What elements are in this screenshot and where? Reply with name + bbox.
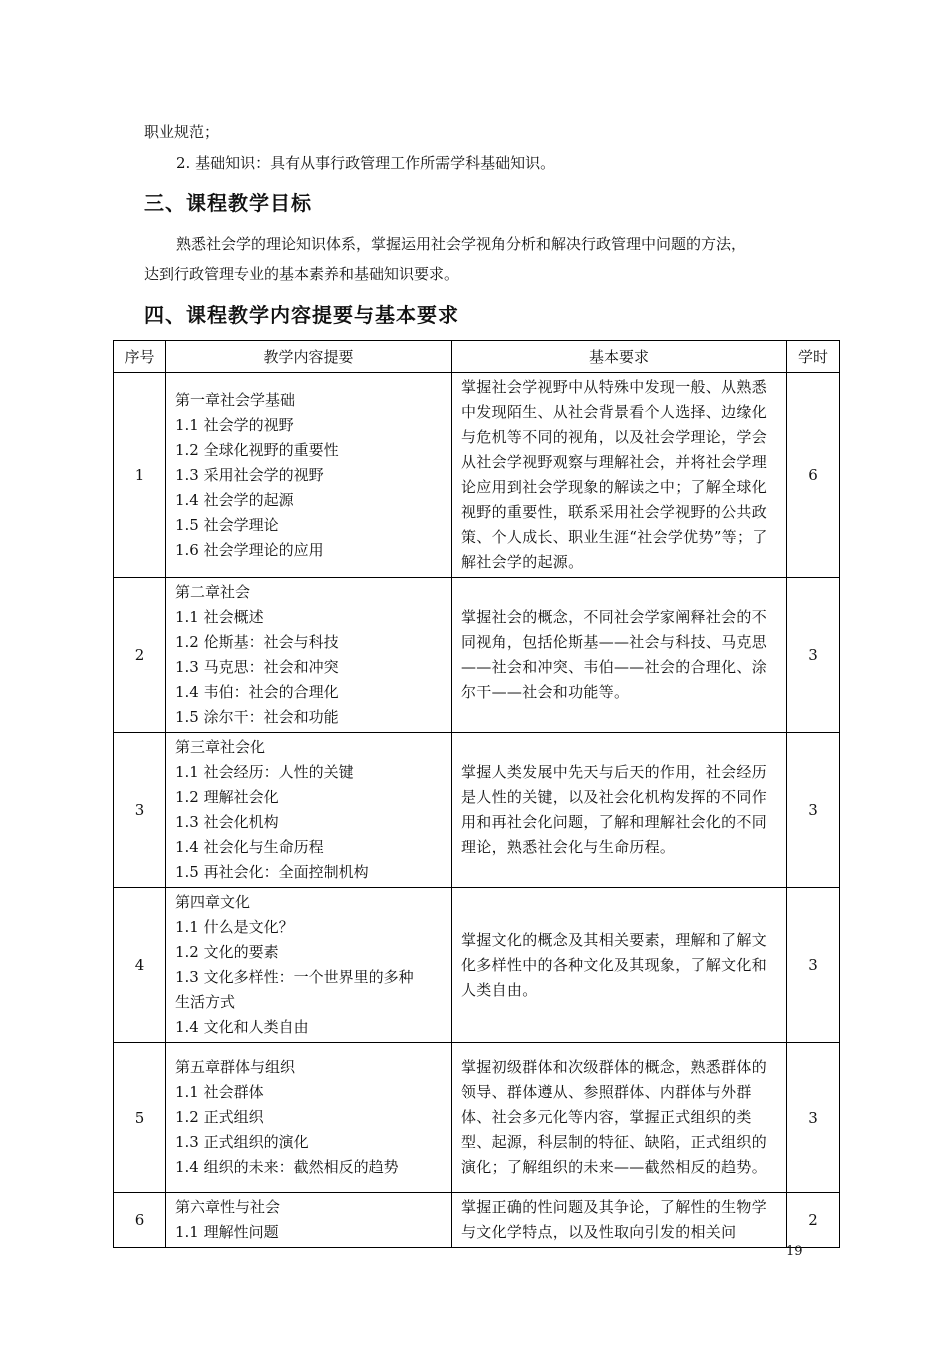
table-row xyxy=(114,888,840,1043)
row-hours: 3 xyxy=(787,1043,840,1193)
content-line: 1.3 文化多样性：一个世界里的多种 xyxy=(175,968,414,986)
row-num: 6 xyxy=(114,1193,166,1248)
content-line: 1.5 再社会化：全面控制机构 xyxy=(175,863,369,881)
table-row xyxy=(114,1193,840,1248)
row-content xyxy=(166,578,452,733)
row-requirement: 掌握初级群体和次级群体的概念，熟悉群体的领导、群体遵从、参照群体、内群体与外群体、社会多元化等内容，掌握正式组织的类型、起源，科层制的特征、缺陷，正式组织的演化；了解组织的未来——截然相反的趋势。 xyxy=(452,1043,787,1193)
content-line: 1.3 正式组织的演化 xyxy=(175,1133,309,1151)
row-hours: 2 xyxy=(787,1193,840,1248)
row-num: 2 xyxy=(114,578,166,733)
content-line: 1.2 伦斯基：社会与科技 xyxy=(175,633,339,651)
table-row xyxy=(114,1043,840,1193)
section-3-para-line-2: 达到行政管理专业的基本素养和基础知识要求。 xyxy=(144,265,460,283)
row-content xyxy=(166,1043,452,1193)
content-line: 第二章社会 xyxy=(175,583,251,601)
content-line: 1.1 社会群体 xyxy=(175,1083,264,1101)
content-line: 1.2 文化的要素 xyxy=(175,943,279,961)
content-line: 1.2 正式组织 xyxy=(175,1108,264,1126)
content-line: 1.1 社会学的视野 xyxy=(175,415,294,434)
content-line: 1.3 社会化机构 xyxy=(175,813,279,831)
row-requirement: 掌握正确的性问题及其争论，了解性的生物学与文化学特点，以及性取向引发的相关问 xyxy=(452,1193,787,1248)
intro-line-2: 2. 基础知识：具有从事行政管理工作所需学科基础知识。 xyxy=(176,154,556,172)
section-3-para-line-1: 熟悉社会学的理论知识体系，掌握运用社会学视角分析和解决行政管理中问题的方法， xyxy=(176,235,747,253)
header-requirement: 基本要求 xyxy=(452,341,787,373)
row-content xyxy=(166,373,452,578)
row-content xyxy=(166,733,452,888)
content-line: 1.3 马克思：社会和冲突 xyxy=(175,658,339,676)
content-line: 第四章文化 xyxy=(175,893,251,911)
content-line: 1.4 韦伯：社会的合理化 xyxy=(175,683,339,701)
content-line: 1.5 社会学理论 xyxy=(175,515,279,534)
row-num: 5 xyxy=(114,1043,166,1193)
row-content xyxy=(166,888,452,1043)
row-num: 3 xyxy=(114,733,166,888)
header-hours: 学时 xyxy=(787,341,840,373)
row-requirement: 掌握社会的概念，不同社会学家阐释社会的不同视角，包括伦斯基——社会与科技、马克思——社会和冲突、韦伯——社会的合理化、涂尔干——社会和功能等。 xyxy=(452,578,787,733)
content-line: 第三章社会化 xyxy=(175,738,266,756)
content-line: 1.5 涂尔干：社会和功能 xyxy=(175,708,339,726)
row-num: 4 xyxy=(114,888,166,1043)
content-line: 1.2 理解社会化 xyxy=(175,788,279,806)
section-4-heading: 四、课程教学内容提要与基本要求 xyxy=(144,303,459,327)
content-line: 1.1 社会经历：人性的关键 xyxy=(175,763,354,781)
row-hours: 3 xyxy=(787,578,840,733)
intro-line-1: 职业规范； xyxy=(144,123,220,141)
row-content xyxy=(166,1193,452,1248)
content-line: 第一章社会学基础 xyxy=(175,390,296,409)
content-line: 生活方式 xyxy=(175,993,236,1011)
content-line: 1.2 全球化视野的重要性 xyxy=(175,440,339,459)
row-requirement: 掌握人类发展中先天与后天的作用，社会经历是人性的关键，以及社会化机构发挥的不同作用和再社会化问题，了解和理解社会化的不同理论，熟悉社会化与生命历程。 xyxy=(452,733,787,888)
table-row xyxy=(114,733,840,888)
content-line: 1.3 采用社会学的视野 xyxy=(175,465,324,484)
table-header-row xyxy=(114,341,840,373)
content-line: 1.6 社会学理论的应用 xyxy=(175,540,324,559)
row-num: 1 xyxy=(114,373,166,578)
content-line: 1.1 社会概述 xyxy=(175,608,264,626)
row-requirement: 掌握社会学视野中从特殊中发现一般、从熟悉中发现陌生、从社会背景看个人选择、边缘化与危机等不同的视角，以及社会学理论，学会从社会学视野观察与理解社会，并将社会学理论应用到社会学现象的解读之中；了解全球化视野的重要性，联系采用社会学视野的公共政策、个人成长、职业生涯“社会学优势”等；了解社会学的起源。 xyxy=(452,373,787,578)
content-line: 第五章群体与组织 xyxy=(175,1058,296,1076)
course-content-table xyxy=(113,340,840,1248)
section-3-heading: 三、课程教学目标 xyxy=(144,191,312,215)
page-number: 19 xyxy=(786,1244,803,1259)
content-line: 1.4 社会学的起源 xyxy=(175,490,294,509)
content-line: 第六章性与社会 xyxy=(175,1198,281,1216)
content-line: 1.4 组织的未来：截然相反的趋势 xyxy=(175,1158,399,1176)
content-line: 1.1 什么是文化？ xyxy=(175,918,294,936)
content-line: 1.4 文化和人类自由 xyxy=(175,1018,309,1036)
content-line: 1.4 社会化与生命历程 xyxy=(175,838,324,856)
table-row xyxy=(114,373,840,578)
content-line: 1.1 理解性问题 xyxy=(175,1223,279,1241)
table-row xyxy=(114,578,840,733)
row-hours: 3 xyxy=(787,733,840,888)
header-num: 序号 xyxy=(114,341,166,373)
row-hours: 3 xyxy=(787,888,840,1043)
header-content: 教学内容提要 xyxy=(166,341,452,373)
row-requirement: 掌握文化的概念及其相关要素，理解和了解文化多样性中的各种文化及其现象，了解文化和人类自由。 xyxy=(452,888,787,1043)
row-hours: 6 xyxy=(787,373,840,578)
